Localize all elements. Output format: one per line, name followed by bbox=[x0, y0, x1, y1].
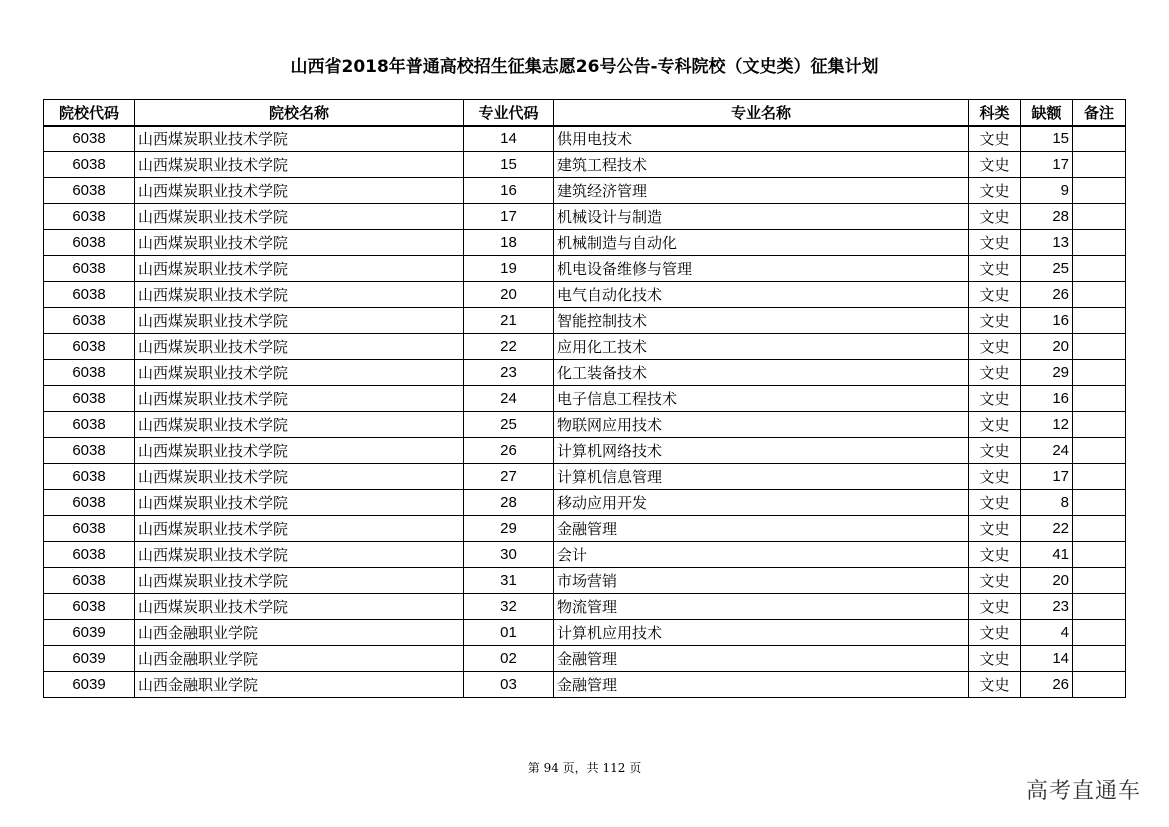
category-cell: 文史 bbox=[969, 620, 1021, 646]
remark-cell bbox=[1073, 620, 1126, 646]
major-code-cell: 29 bbox=[464, 516, 554, 542]
major-code-cell: 03 bbox=[464, 672, 554, 698]
major-code-cell: 17 bbox=[464, 204, 554, 230]
vacancy-cell: 15 bbox=[1021, 126, 1073, 152]
school-code-cell: 6038 bbox=[44, 282, 135, 308]
school-name-cell: 山西煤炭职业技术学院 bbox=[135, 516, 464, 542]
category-cell: 文史 bbox=[969, 412, 1021, 438]
category-cell: 文史 bbox=[969, 516, 1021, 542]
major-code-cell: 14 bbox=[464, 126, 554, 152]
category-cell: 文史 bbox=[969, 594, 1021, 620]
table-row bbox=[44, 542, 1126, 568]
category-cell: 文史 bbox=[969, 308, 1021, 334]
remark-cell bbox=[1073, 672, 1126, 698]
category-cell: 文史 bbox=[969, 230, 1021, 256]
category-cell: 文史 bbox=[969, 464, 1021, 490]
school-name-cell: 山西煤炭职业技术学院 bbox=[135, 204, 464, 230]
table-row bbox=[44, 646, 1126, 672]
school-code-cell: 6038 bbox=[44, 204, 135, 230]
school-code-cell: 6038 bbox=[44, 256, 135, 282]
vacancy-cell: 26 bbox=[1021, 282, 1073, 308]
remark-cell bbox=[1073, 308, 1126, 334]
category-cell: 文史 bbox=[969, 542, 1021, 568]
vacancy-cell: 8 bbox=[1021, 490, 1073, 516]
table-row bbox=[44, 334, 1126, 360]
major-name-cell: 计算机信息管理 bbox=[554, 464, 969, 490]
table-row bbox=[44, 438, 1126, 464]
major-code-cell: 18 bbox=[464, 230, 554, 256]
major-name-cell: 计算机应用技术 bbox=[554, 620, 969, 646]
major-code-cell: 22 bbox=[464, 334, 554, 360]
major-code-cell: 21 bbox=[464, 308, 554, 334]
major-code-cell: 23 bbox=[464, 360, 554, 386]
major-name-cell: 金融管理 bbox=[554, 672, 969, 698]
major-name-cell: 建筑经济管理 bbox=[554, 178, 969, 204]
school-name-cell: 山西煤炭职业技术学院 bbox=[135, 438, 464, 464]
remark-cell bbox=[1073, 178, 1126, 204]
vacancy-cell: 20 bbox=[1021, 334, 1073, 360]
school-code-cell: 6038 bbox=[44, 490, 135, 516]
major-code-cell: 28 bbox=[464, 490, 554, 516]
major-name-cell: 市场营销 bbox=[554, 568, 969, 594]
category-cell: 文史 bbox=[969, 360, 1021, 386]
remark-cell bbox=[1073, 360, 1126, 386]
vacancy-cell: 41 bbox=[1021, 542, 1073, 568]
header-major-code: 专业代码 bbox=[464, 100, 554, 126]
vacancy-cell: 13 bbox=[1021, 230, 1073, 256]
vacancy-cell: 26 bbox=[1021, 672, 1073, 698]
major-name-cell: 机械制造与自动化 bbox=[554, 230, 969, 256]
remark-cell bbox=[1073, 542, 1126, 568]
table-row bbox=[44, 672, 1126, 698]
table-row bbox=[44, 256, 1126, 282]
category-cell: 文史 bbox=[969, 568, 1021, 594]
vacancy-cell: 17 bbox=[1021, 152, 1073, 178]
school-name-cell: 山西煤炭职业技术学院 bbox=[135, 334, 464, 360]
major-name-cell: 供用电技术 bbox=[554, 126, 969, 152]
header-remark: 备注 bbox=[1073, 100, 1126, 126]
major-name-cell: 物流管理 bbox=[554, 594, 969, 620]
school-name-cell: 山西煤炭职业技术学院 bbox=[135, 542, 464, 568]
vacancy-cell: 24 bbox=[1021, 438, 1073, 464]
school-code-cell: 6038 bbox=[44, 568, 135, 594]
table-row bbox=[44, 568, 1126, 594]
school-code-cell: 6039 bbox=[44, 672, 135, 698]
major-code-cell: 30 bbox=[464, 542, 554, 568]
vacancy-cell: 16 bbox=[1021, 386, 1073, 412]
major-code-cell: 01 bbox=[464, 620, 554, 646]
major-code-cell: 31 bbox=[464, 568, 554, 594]
page-title: 山西省2018年普通高校招生征集志愿26号公告-专科院校（文史类）征集计划 bbox=[290, 57, 879, 77]
vacancy-cell: 16 bbox=[1021, 308, 1073, 334]
remark-cell bbox=[1073, 568, 1126, 594]
remark-cell bbox=[1073, 516, 1126, 542]
major-name-cell: 金融管理 bbox=[554, 516, 969, 542]
remark-cell bbox=[1073, 438, 1126, 464]
table-row bbox=[44, 412, 1126, 438]
major-code-cell: 32 bbox=[464, 594, 554, 620]
major-code-cell: 15 bbox=[464, 152, 554, 178]
remark-cell bbox=[1073, 646, 1126, 672]
category-cell: 文史 bbox=[969, 438, 1021, 464]
major-name-cell: 移动应用开发 bbox=[554, 490, 969, 516]
school-code-cell: 6038 bbox=[44, 126, 135, 152]
school-name-cell: 山西煤炭职业技术学院 bbox=[135, 308, 464, 334]
school-code-cell: 6038 bbox=[44, 230, 135, 256]
school-name-cell: 山西煤炭职业技术学院 bbox=[135, 256, 464, 282]
vacancy-cell: 14 bbox=[1021, 646, 1073, 672]
school-code-cell: 6038 bbox=[44, 308, 135, 334]
school-name-cell: 山西煤炭职业技术学院 bbox=[135, 360, 464, 386]
school-code-cell: 6039 bbox=[44, 620, 135, 646]
school-code-cell: 6038 bbox=[44, 542, 135, 568]
major-code-cell: 02 bbox=[464, 646, 554, 672]
major-code-cell: 19 bbox=[464, 256, 554, 282]
major-name-cell: 会计 bbox=[554, 542, 969, 568]
vacancy-cell: 9 bbox=[1021, 178, 1073, 204]
school-name-cell: 山西煤炭职业技术学院 bbox=[135, 568, 464, 594]
table-row bbox=[44, 490, 1126, 516]
table-row bbox=[44, 464, 1126, 490]
school-code-cell: 6038 bbox=[44, 438, 135, 464]
school-name-cell: 山西金融职业学院 bbox=[135, 620, 464, 646]
vacancy-cell: 17 bbox=[1021, 464, 1073, 490]
major-name-cell: 应用化工技术 bbox=[554, 334, 969, 360]
category-cell: 文史 bbox=[969, 490, 1021, 516]
page-number: 第 94 页，共 112 页 bbox=[527, 761, 642, 775]
category-cell: 文史 bbox=[969, 386, 1021, 412]
header-category: 科类 bbox=[969, 100, 1021, 126]
school-code-cell: 6038 bbox=[44, 464, 135, 490]
school-name-cell: 山西金融职业学院 bbox=[135, 646, 464, 672]
remark-cell bbox=[1073, 334, 1126, 360]
remark-cell bbox=[1073, 490, 1126, 516]
school-code-cell: 6038 bbox=[44, 386, 135, 412]
school-name-cell: 山西煤炭职业技术学院 bbox=[135, 412, 464, 438]
school-code-cell: 6038 bbox=[44, 412, 135, 438]
table-row bbox=[44, 386, 1126, 412]
school-name-cell: 山西煤炭职业技术学院 bbox=[135, 490, 464, 516]
category-cell: 文史 bbox=[969, 672, 1021, 698]
table-row bbox=[44, 516, 1126, 542]
school-name-cell: 山西煤炭职业技术学院 bbox=[135, 152, 464, 178]
school-name-cell: 山西煤炭职业技术学院 bbox=[135, 282, 464, 308]
table-row bbox=[44, 360, 1126, 386]
header-vacancy: 缺额 bbox=[1021, 100, 1073, 126]
major-code-cell: 24 bbox=[464, 386, 554, 412]
table-row bbox=[44, 204, 1126, 230]
header-school-name: 院校名称 bbox=[135, 100, 464, 126]
school-name-cell: 山西煤炭职业技术学院 bbox=[135, 126, 464, 152]
table-row bbox=[44, 152, 1126, 178]
table-row bbox=[44, 126, 1126, 152]
school-code-cell: 6038 bbox=[44, 360, 135, 386]
table-header-row bbox=[44, 100, 1126, 126]
major-code-cell: 25 bbox=[464, 412, 554, 438]
remark-cell bbox=[1073, 594, 1126, 620]
category-cell: 文史 bbox=[969, 152, 1021, 178]
category-cell: 文史 bbox=[969, 646, 1021, 672]
remark-cell bbox=[1073, 412, 1126, 438]
vacancy-cell: 12 bbox=[1021, 412, 1073, 438]
vacancy-cell: 23 bbox=[1021, 594, 1073, 620]
school-code-cell: 6038 bbox=[44, 516, 135, 542]
school-code-cell: 6038 bbox=[44, 594, 135, 620]
school-name-cell: 山西煤炭职业技术学院 bbox=[135, 594, 464, 620]
school-name-cell: 山西煤炭职业技术学院 bbox=[135, 230, 464, 256]
vacancy-cell: 22 bbox=[1021, 516, 1073, 542]
category-cell: 文史 bbox=[969, 256, 1021, 282]
school-code-cell: 6038 bbox=[44, 152, 135, 178]
school-name-cell: 山西煤炭职业技术学院 bbox=[135, 178, 464, 204]
category-cell: 文史 bbox=[969, 282, 1021, 308]
table-row bbox=[44, 620, 1126, 646]
school-name-cell: 山西金融职业学院 bbox=[135, 672, 464, 698]
major-name-cell: 机械设计与制造 bbox=[554, 204, 969, 230]
vacancy-cell: 4 bbox=[1021, 620, 1073, 646]
vacancy-cell: 25 bbox=[1021, 256, 1073, 282]
major-name-cell: 建筑工程技术 bbox=[554, 152, 969, 178]
remark-cell bbox=[1073, 464, 1126, 490]
vacancy-cell: 29 bbox=[1021, 360, 1073, 386]
enrollment-plan-table bbox=[43, 99, 1126, 698]
major-name-cell: 化工装备技术 bbox=[554, 360, 969, 386]
major-name-cell: 物联网应用技术 bbox=[554, 412, 969, 438]
major-name-cell: 机电设备维修与管理 bbox=[554, 256, 969, 282]
major-name-cell: 电气自动化技术 bbox=[554, 282, 969, 308]
category-cell: 文史 bbox=[969, 126, 1021, 152]
major-code-cell: 16 bbox=[464, 178, 554, 204]
category-cell: 文史 bbox=[969, 334, 1021, 360]
major-name-cell: 金融管理 bbox=[554, 646, 969, 672]
remark-cell bbox=[1073, 386, 1126, 412]
vacancy-cell: 28 bbox=[1021, 204, 1073, 230]
remark-cell bbox=[1073, 256, 1126, 282]
remark-cell bbox=[1073, 204, 1126, 230]
table-row bbox=[44, 178, 1126, 204]
major-name-cell: 智能控制技术 bbox=[554, 308, 969, 334]
header-school-code: 院校代码 bbox=[44, 100, 135, 126]
major-name-cell: 计算机网络技术 bbox=[554, 438, 969, 464]
remark-cell bbox=[1073, 152, 1126, 178]
table-row bbox=[44, 594, 1126, 620]
table-row bbox=[44, 308, 1126, 334]
school-name-cell: 山西煤炭职业技术学院 bbox=[135, 464, 464, 490]
school-code-cell: 6039 bbox=[44, 646, 135, 672]
watermark: 高考直通车 bbox=[1025, 779, 1141, 804]
remark-cell bbox=[1073, 126, 1126, 152]
major-name-cell: 电子信息工程技术 bbox=[554, 386, 969, 412]
major-code-cell: 26 bbox=[464, 438, 554, 464]
header-major-name: 专业名称 bbox=[554, 100, 969, 126]
remark-cell bbox=[1073, 282, 1126, 308]
vacancy-cell: 20 bbox=[1021, 568, 1073, 594]
table-row bbox=[44, 230, 1126, 256]
category-cell: 文史 bbox=[969, 204, 1021, 230]
category-cell: 文史 bbox=[969, 178, 1021, 204]
remark-cell bbox=[1073, 230, 1126, 256]
major-code-cell: 20 bbox=[464, 282, 554, 308]
table-row bbox=[44, 282, 1126, 308]
school-name-cell: 山西煤炭职业技术学院 bbox=[135, 386, 464, 412]
major-code-cell: 27 bbox=[464, 464, 554, 490]
school-code-cell: 6038 bbox=[44, 178, 135, 204]
school-code-cell: 6038 bbox=[44, 334, 135, 360]
